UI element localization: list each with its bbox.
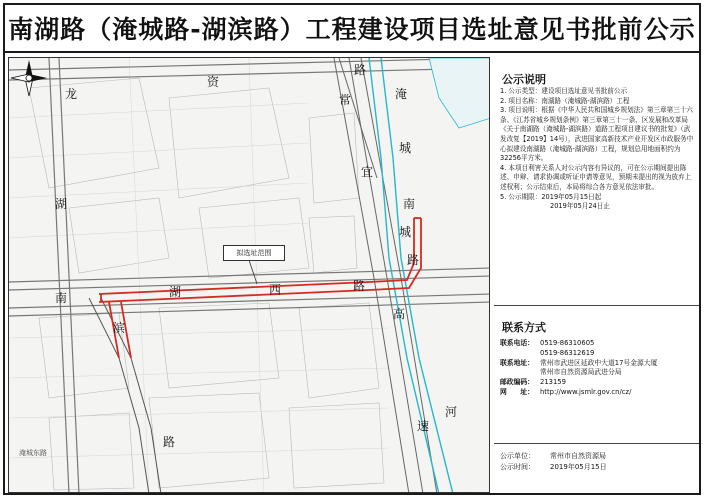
road-label-lu-right: 路 xyxy=(407,253,420,267)
unit-label: 公示单位： xyxy=(500,452,535,460)
phone-2: 0519-86312619 xyxy=(540,348,595,357)
address-1: 常州市武进区延政中大道17号金源大厦 xyxy=(540,358,658,367)
date-label: 公示时间： xyxy=(500,463,535,471)
road-label-long: 龙 xyxy=(65,87,78,101)
notice-body xyxy=(500,87,695,212)
road-label-lu-bottom: 路 xyxy=(163,435,176,449)
road-label-nan-right: 南 xyxy=(403,197,416,211)
title-bar xyxy=(5,5,699,53)
road-label-yan: 淹 xyxy=(395,87,408,101)
divider-1 xyxy=(494,305,699,306)
road-label-zi: 资 xyxy=(207,75,220,89)
address-2: 常州市自然资源局武进分局 xyxy=(540,368,622,377)
contact-heading: 联系方式 xyxy=(502,321,546,334)
road-label-yi: 宜 xyxy=(361,165,374,179)
divider-2 xyxy=(494,443,699,444)
site-range-callout: 拟选址范围 xyxy=(223,245,285,261)
road-label-chang: 常 xyxy=(339,93,352,107)
date-value: 2019年05月15日 xyxy=(550,463,607,471)
north-arrow-icon xyxy=(9,58,49,98)
road-label-hu-mid: 湖 xyxy=(169,285,182,299)
unit-value: 常州市自然资源局 xyxy=(550,452,606,460)
phone-label: 联系电话： xyxy=(500,339,534,347)
notice-item-1: 1. 公示类型：建设项目选址意见书批前公示 xyxy=(500,87,628,95)
phone-1: 0519-86310605 xyxy=(540,339,595,347)
road-label-nan-left: 南 xyxy=(55,291,68,305)
notice-period-end: 2019年05月24日止 xyxy=(550,202,610,211)
address-label: 联系地址： xyxy=(500,358,534,367)
corner-road-label: 淹城东路 xyxy=(19,449,47,457)
road-label-bin: 滨 xyxy=(113,321,126,335)
road-label-lu-top: 路 xyxy=(354,63,367,77)
website-label: 网 址： xyxy=(500,387,534,396)
road-label-su: 速 xyxy=(417,419,430,433)
road-label-he: 河 xyxy=(445,405,458,419)
postcode-label: 邮政编码： xyxy=(500,378,534,387)
site-map xyxy=(8,57,490,493)
road-label-gao: 高 xyxy=(393,307,406,321)
notice-item-3: 3. 项目说明：根据《中华人民共和国城乡规划法》第三章第三十六条、《江苏省城乡规划条例》第三章第三十一条、区发展和改革局《关于南湖路（淹城路-湖滨路）道路工程项目建议书的批复》（武发改复【2019】14号），武进国家高新技术产业开发区市政服务中心拟建设南湖路（淹城路-湖滨路）工程，规划总用地面积约为32256平方米。 xyxy=(500,106,694,163)
notice-item-4: 4. 本项目利害关系人对公示内容有异议的，可在公示期间提出陈述、申辩、请求协调或听证申请等意见，预期未提出的视为放弃上述权利；公示结束后，本局将综合各方意见依法审批。 xyxy=(500,163,692,191)
postcode: 213159 xyxy=(540,378,566,387)
notice-heading: 公示说明 xyxy=(502,73,546,86)
footer-block xyxy=(500,451,696,473)
website-link[interactable]: http://www.jsmlr.gov.cn/cz/ xyxy=(540,387,632,396)
notice-item-2: 2. 项目名称：南湖路（淹城路-湖滨路）工程 xyxy=(500,96,630,105)
road-label-xi: 西 xyxy=(269,283,282,297)
page-title: 南湖路（淹城路-湖滨路）工程建设项目选址意见书批前公示 xyxy=(8,15,696,44)
road-label-hu: 湖 xyxy=(55,197,68,211)
road-label-cheng: 城 xyxy=(399,141,412,155)
info-panel xyxy=(494,57,699,493)
road-label-cheng2: 城 xyxy=(399,225,412,239)
road-label-lu-mid: 路 xyxy=(353,279,366,293)
contact-block xyxy=(500,339,696,398)
notice-item-5: 5. 公示期限：2019年05月15日起 xyxy=(500,192,602,201)
